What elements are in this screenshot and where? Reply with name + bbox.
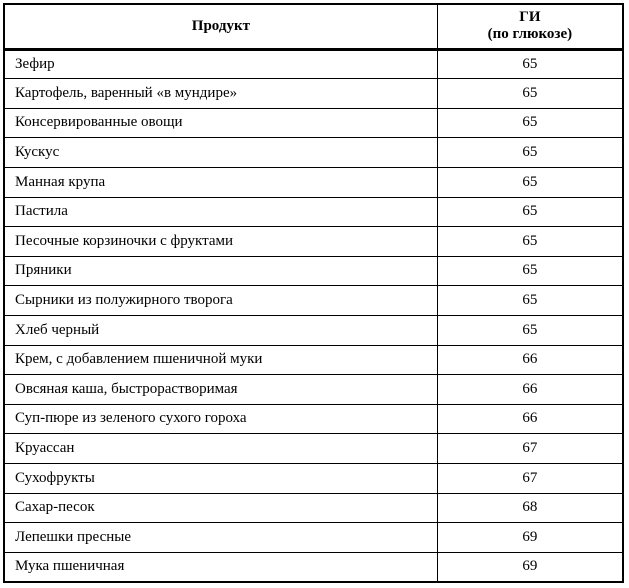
product-cell: Пастила (4, 197, 437, 227)
gi-value-cell: 67 (437, 464, 623, 494)
product-cell: Круассан (4, 434, 437, 464)
gi-value-cell: 65 (437, 227, 623, 257)
gi-value-cell: 65 (437, 49, 623, 79)
gi-value-cell: 66 (437, 404, 623, 434)
table-row (4, 493, 623, 523)
table-body (4, 49, 623, 582)
table-row (4, 227, 623, 257)
gi-value-cell: 65 (437, 197, 623, 227)
product-cell: Сырники из полужирного творога (4, 286, 437, 316)
gi-value-cell: 69 (437, 552, 623, 582)
column-header-gi-line2: (по глюкозе) (487, 26, 573, 43)
table-row (4, 404, 623, 434)
table-header (4, 4, 623, 49)
product-cell: Кускус (4, 138, 437, 168)
table-row (4, 434, 623, 464)
column-header-gi-line1: ГИ (519, 9, 541, 25)
product-cell: Манная крупа (4, 167, 437, 197)
gi-value-cell: 65 (437, 138, 623, 168)
gi-value-cell: 67 (437, 434, 623, 464)
gi-value-cell: 65 (437, 108, 623, 138)
gi-value-cell: 65 (437, 286, 623, 316)
product-cell: Овсяная каша, быстрорастворимая (4, 375, 437, 405)
product-cell: Крем, с добавлением пшеничной муки (4, 345, 437, 375)
product-cell: Суп-пюре из зеленого сухого гороха (4, 404, 437, 434)
table-row (4, 375, 623, 405)
product-cell: Пряники (4, 256, 437, 286)
product-cell: Картофель, варенный «в мундире» (4, 79, 437, 109)
gi-value-cell: 66 (437, 375, 623, 405)
header-row (4, 4, 623, 49)
table-row (4, 108, 623, 138)
glycemic-index-table (3, 3, 624, 583)
product-cell: Лепешки пресные (4, 523, 437, 553)
gi-value-cell: 69 (437, 523, 623, 553)
gi-value-cell: 68 (437, 493, 623, 523)
table-row (4, 49, 623, 79)
column-header-gi (437, 4, 623, 49)
table-row (4, 286, 623, 316)
table-row (4, 552, 623, 582)
column-header-product: Продукт (4, 4, 437, 49)
gi-value-cell: 65 (437, 256, 623, 286)
product-cell: Хлеб черный (4, 315, 437, 345)
product-cell: Консервированные овощи (4, 108, 437, 138)
table-row (4, 256, 623, 286)
table-row (4, 464, 623, 494)
gi-value-cell: 66 (437, 345, 623, 375)
table-row (4, 138, 623, 168)
table-row (4, 197, 623, 227)
table-row (4, 79, 623, 109)
table-row (4, 167, 623, 197)
product-cell: Сухофрукты (4, 464, 437, 494)
table-row (4, 315, 623, 345)
product-cell: Песочные корзиночки с фруктами (4, 227, 437, 257)
gi-value-cell: 65 (437, 315, 623, 345)
gi-value-cell: 65 (437, 79, 623, 109)
table-row (4, 345, 623, 375)
table-row (4, 523, 623, 553)
glycemic-index-table-container (3, 3, 624, 583)
gi-value-cell: 65 (437, 167, 623, 197)
product-cell: Сахар-песок (4, 493, 437, 523)
product-cell: Зефир (4, 49, 437, 79)
product-cell: Мука пшеничная (4, 552, 437, 582)
